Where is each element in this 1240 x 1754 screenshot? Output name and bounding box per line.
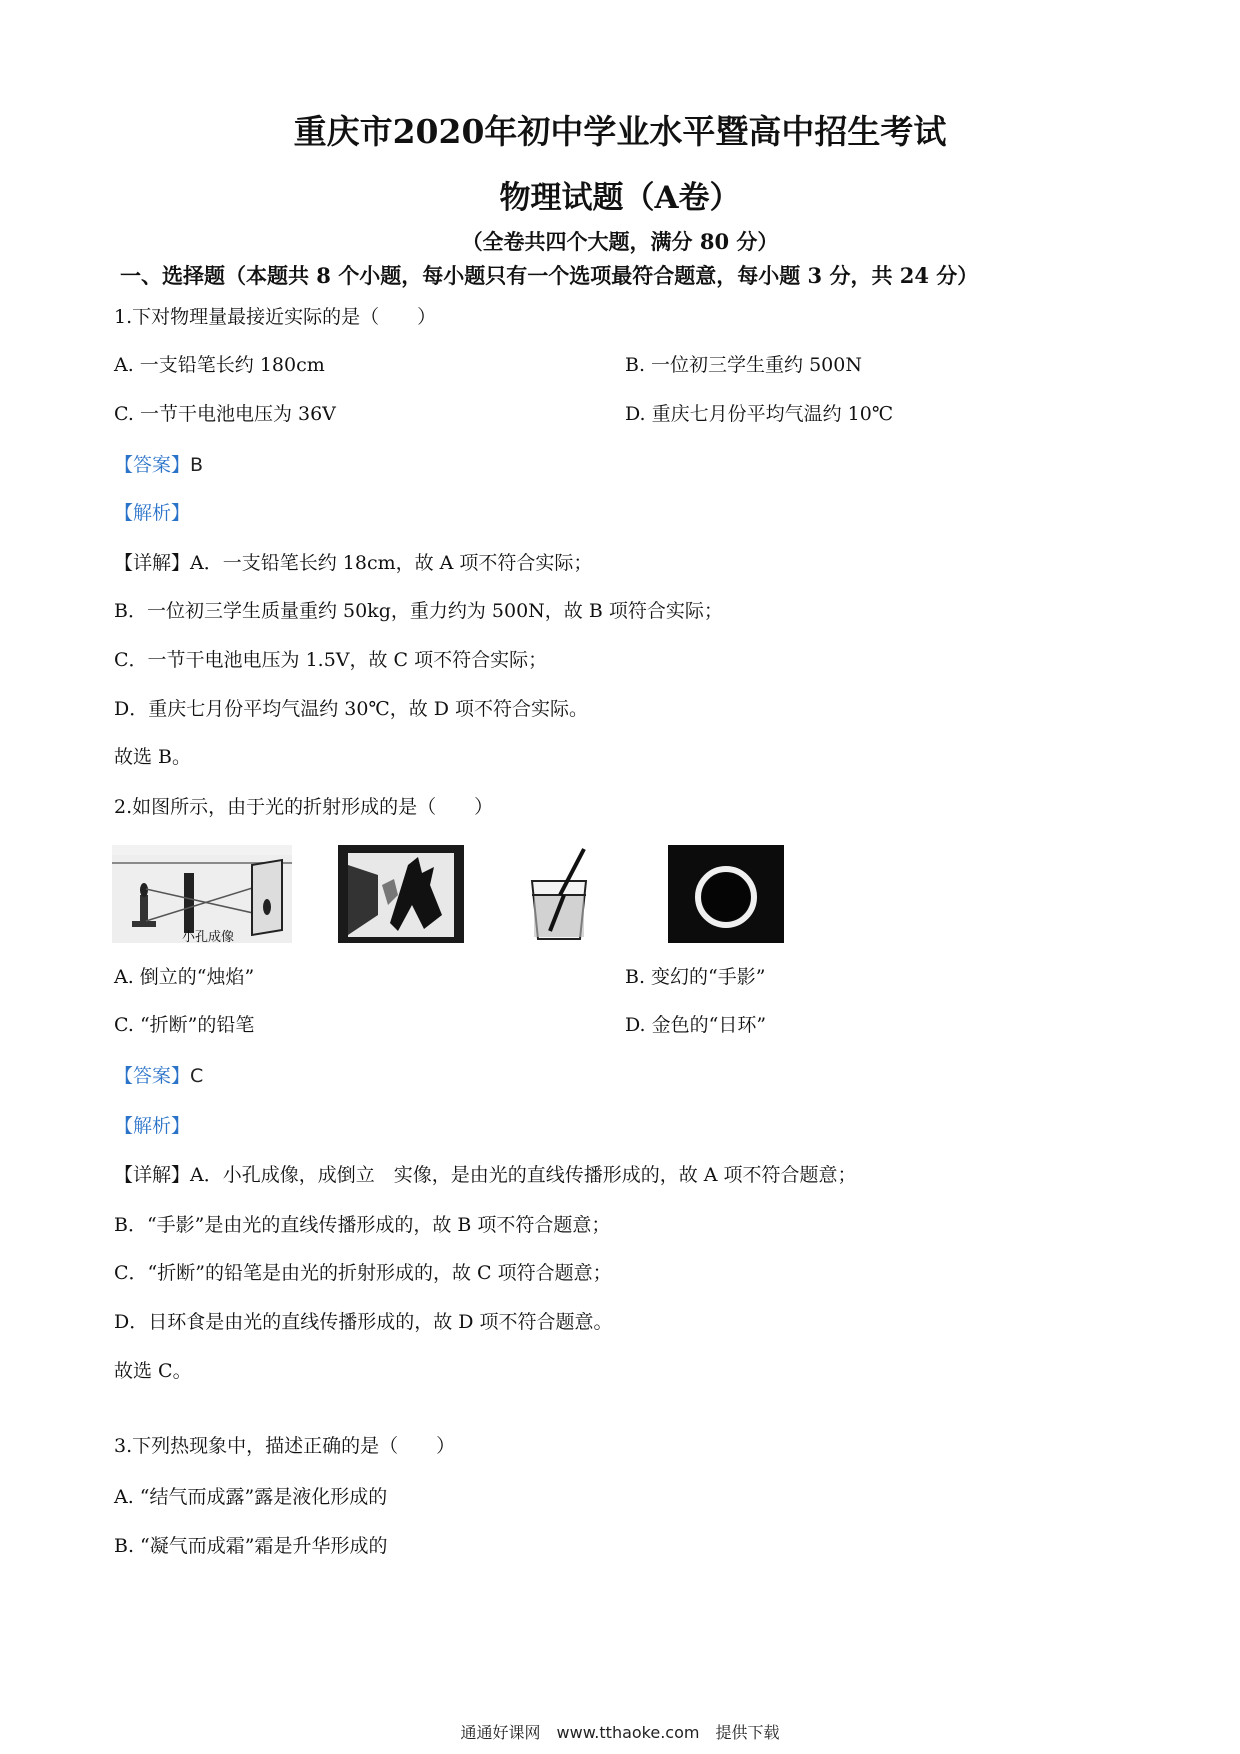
pencil-glass-figure (524, 845, 594, 943)
q1-detail-1: 【详解】A．一支铅笔长约 18cm，故 A 项不符合实际； (114, 552, 593, 574)
q2-figures (112, 845, 792, 945)
hand-shadow-figure (338, 845, 464, 943)
q1-conclusion: 故选 B。 (114, 746, 192, 768)
q2-option-d: D. 金色的“日环” (625, 1014, 767, 1036)
detail-tag: 【详解】 (114, 552, 191, 574)
detail-tag: 【详解】 (114, 1164, 191, 1186)
q2-detail-2: B．“手影”是由光的直线传播形成的，故 B 项不符合题意； (114, 1214, 611, 1236)
q1-option-d: D. 重庆七月份平均气温约 10℃ (625, 403, 894, 425)
q1-detail-4: D．重庆七月份平均气温约 30℃，故 D 项不符合实际。 (114, 698, 589, 720)
pinhole-figure (112, 845, 292, 943)
q3-stem: 3.下列热现象中，描述正确的是（ ） (114, 1435, 456, 1457)
q1-option-c: C. 一节干电池电压为 36V (114, 403, 336, 425)
answer-value: B (190, 454, 204, 476)
q2-detail-4: D．日环食是由光的直线传播形成的，故 D 项不符合题意。 (114, 1311, 613, 1333)
answer-value: C (190, 1065, 204, 1087)
q1-analysis-tag: 【解析】 (114, 502, 191, 524)
hand-shadow-image (338, 845, 464, 943)
q1-stem: 1.下对物理量最接近实际的是（ ） (114, 306, 437, 328)
q2-detail-1: 【详解】A．小孔成像，成倒立 实像，是由光的直线传播形成的，故 A 项不符合题意； (114, 1164, 857, 1186)
q2-conclusion: 故选 C。 (114, 1360, 192, 1382)
section-heading: 一、选择题（本题共 8 个小题，每小题只有一个选项最符合题意，每小题 3 分，共 24 分） (120, 263, 979, 288)
answer-tag: 【答案】 (114, 1065, 191, 1087)
q1-detail-2: B．一位初三学生质量重约 50kg，重力约为 500N，故 B 项符合实际； (114, 600, 723, 622)
pinhole-caption: 小孔成像 (182, 930, 235, 943)
solar-ring-figure (668, 845, 784, 943)
q2-answer (114, 1061, 203, 1088)
q2-option-a: A. 倒立的“烛焰” (114, 966, 255, 988)
q2-option-b: B. 变幻的“手影” (625, 966, 766, 988)
q3-option-a: A. “结气而成露”露是液化形成的 (114, 1486, 388, 1508)
solar-ring-image (668, 845, 784, 943)
q2-stem: 2.如图所示，由于光的折射形成的是（ ） (114, 796, 494, 818)
page-footer: 通通好课网 www.tthaoke.com 提供下载 (460, 1723, 780, 1742)
q1-option-a: A. 一支铅笔长约 180cm (114, 354, 325, 376)
answer-tag: 【答案】 (114, 454, 191, 476)
exam-subtitle: 物理试题（A卷） (499, 180, 741, 216)
q1-detail-3: C．一节干电池电压为 1.5V，故 C 项不符合实际； (114, 649, 548, 671)
q3-option-b: B. “凝气而成霜”霜是升华形成的 (114, 1535, 388, 1557)
q2-analysis-tag: 【解析】 (114, 1115, 191, 1137)
q1-option-b: B. 一位初三学生重约 500N (625, 354, 862, 376)
exam-note: （全卷共四个大题，满分 80 分） (461, 229, 779, 254)
q1-answer (114, 450, 203, 477)
pencil-glass-image (524, 845, 594, 943)
pinhole-diagram (112, 845, 292, 943)
q2-option-c: C. “折断”的铅笔 (114, 1014, 255, 1036)
q2-detail-3: C．“折断”的铅笔是由光的折射形成的，故 C 项符合题意； (114, 1262, 612, 1284)
exam-title: 重庆市2020年初中学业水平暨高中招生考试 (293, 112, 947, 151)
